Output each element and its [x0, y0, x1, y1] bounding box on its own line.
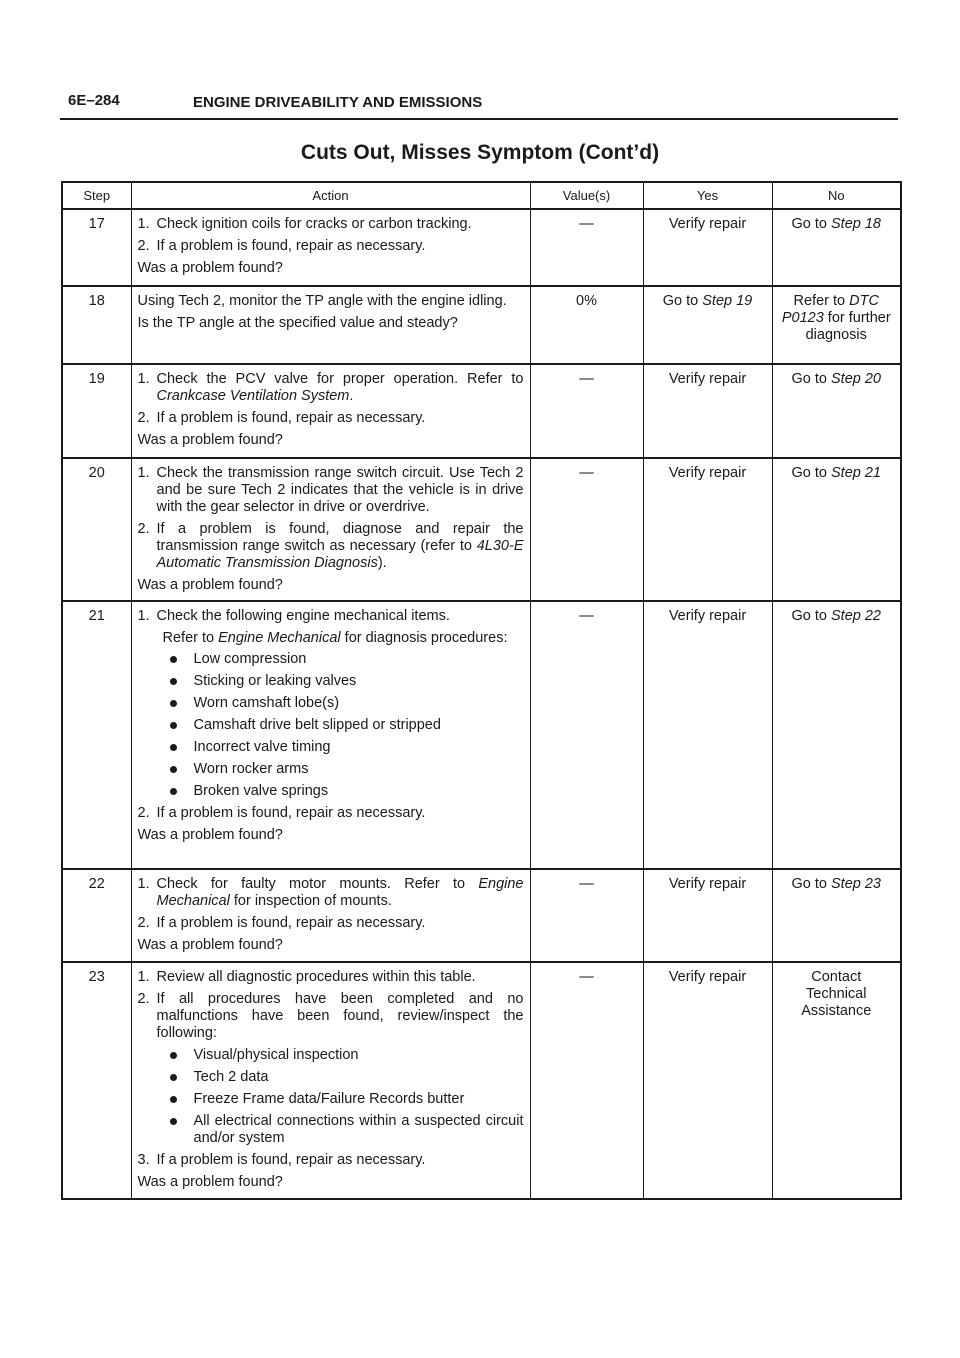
value-cell: — — [530, 601, 643, 869]
action-item: 3. If a problem is found, repair as necessary. — [137, 1152, 426, 1168]
step-reference-link[interactable]: Step 22 — [831, 608, 881, 624]
action-question: Was a problem found? — [137, 1174, 283, 1190]
yes-cell: Verify repair — [643, 869, 772, 962]
column-header-step: Step — [62, 182, 131, 209]
action-item: 2. If a problem is found, repair as necessary. — [137, 410, 426, 426]
table-row — [62, 364, 901, 458]
action-item: 1. Check for faulty motor mounts. Refer to Engine Mechanical for inspection of mounts. — [137, 876, 524, 909]
yes-cell: Verify repair — [643, 209, 772, 286]
step-number: 22 — [62, 869, 131, 962]
page-number: 6E–284 — [68, 92, 120, 109]
table-header-row — [62, 182, 901, 209]
action-cell — [131, 962, 530, 1199]
action-cell — [131, 209, 530, 286]
action-cell — [131, 286, 530, 364]
bullet-item: Freeze Frame data/Failure Records butter — [138, 1091, 524, 1108]
table-row — [62, 458, 901, 601]
column-header-values: Value(s) — [530, 182, 643, 209]
step-number: 19 — [62, 364, 131, 458]
reference-text: Refer to Engine Mechanical for diagnosis procedures: — [162, 630, 508, 646]
section-title: ENGINE DRIVEABILITY AND EMISSIONS — [193, 94, 483, 111]
step-reference-link[interactable]: Step 19 — [702, 293, 753, 309]
table-row — [62, 286, 901, 364]
value-cell: — — [530, 962, 643, 1199]
action-item: 1. Check the following engine mechanical items. — [137, 608, 450, 624]
action-item: 1. Review all diagnostic procedures within this table. — [137, 969, 476, 985]
action-cell — [131, 458, 530, 601]
yes-cell: Verify repair — [643, 364, 772, 458]
section-reference-link[interactable]: Engine Mechanical — [218, 630, 341, 646]
column-header-yes: Yes — [643, 182, 772, 209]
action-item: 1. Check the transmission range switch circuit. Use Tech 2 and be sure Tech 2 indicates that the vehicle is in drive with the gear selector in drive or overdrive. — [137, 465, 524, 515]
action-item: 2. If all procedures have been completed and no malfunctions have been found, review/inspect the following: — [137, 991, 524, 1041]
action-item: 2. If a problem is found, repair as necessary. — [137, 238, 426, 254]
action-cell — [131, 364, 530, 458]
action-cell — [131, 869, 530, 962]
column-header-action: Action — [131, 182, 530, 209]
value-cell: — — [530, 458, 643, 601]
section-reference-link[interactable]: Crankcase Ventilation System — [156, 388, 350, 404]
no-cell: Contact Technical Assistance — [772, 962, 901, 1199]
action-question: Was a problem found? — [137, 577, 283, 593]
step-number: 21 — [62, 601, 131, 869]
step-number: 18 — [62, 286, 131, 364]
bullet-item: Worn camshaft lobe(s) — [138, 695, 524, 712]
page-header — [60, 88, 898, 120]
column-header-no: No — [772, 182, 901, 209]
action-cell — [131, 601, 530, 869]
bullet-item: Sticking or leaking valves — [138, 673, 524, 690]
bullet-item: Visual/physical inspection — [138, 1047, 524, 1064]
step-number: 23 — [62, 962, 131, 1199]
step-reference-link[interactable]: Step 21 — [831, 465, 881, 481]
no-cell: Go to Step 22 — [772, 601, 901, 869]
no-cell: Go to Step 20 — [772, 364, 901, 458]
step-reference-link[interactable]: Step 18 — [831, 216, 881, 232]
action-question: Was a problem found? — [137, 260, 283, 276]
bullet-item: Worn rocker arms — [138, 761, 524, 778]
value-cell: — — [530, 364, 643, 458]
bullet-item: Tech 2 data — [138, 1069, 524, 1086]
page-title: Cuts Out, Misses Symptom (Cont’d) — [300, 141, 660, 164]
bullet-item: Camshaft drive belt slipped or stripped — [138, 717, 524, 734]
dtc-reference-link[interactable]: DTC P0123 — [781, 293, 879, 326]
action-item: 2. If a problem is found, repair as necessary. — [137, 915, 426, 931]
diagnostic-table — [61, 181, 902, 1200]
table-row — [62, 209, 901, 286]
section-reference-link[interactable]: Engine Mechanical — [156, 876, 524, 909]
bullet-item: All electrical connections within a suspected circuit and/or system — [138, 1113, 524, 1147]
action-item: 1. Check ignition coils for cracks or carbon tracking. — [137, 216, 472, 232]
table-row — [62, 601, 901, 869]
bullet-item: Broken valve springs — [138, 783, 524, 800]
value-cell: — — [530, 209, 643, 286]
section-reference-link[interactable]: 4L30-E Automatic Transmission Diagnosis — [156, 538, 524, 571]
table-row — [62, 869, 901, 962]
bullet-item: Low compression — [138, 651, 524, 668]
no-cell: Refer to DTC P0123 for further diagnosis — [772, 286, 901, 364]
action-question: Was a problem found? — [137, 827, 283, 843]
no-cell: Go to Step 21 — [772, 458, 901, 601]
action-text: Using Tech 2, monitor the TP angle with the engine idling. — [137, 293, 507, 309]
yes-cell: Verify repair — [643, 601, 772, 869]
action-question: Was a problem found? — [137, 432, 283, 448]
bullet-item: Incorrect valve timing — [138, 739, 524, 756]
action-item: 2. If a problem is found, diagnose and repair the transmission range switch as necessary (refer to 4L30-E Automatic Transmission Diagnosis). — [137, 521, 524, 571]
yes-cell: Verify repair — [643, 962, 772, 1199]
action-question: Is the TP angle at the specified value and steady? — [137, 315, 458, 331]
yes-cell: Verify repair — [643, 458, 772, 601]
value-cell: — — [530, 869, 643, 962]
yes-cell: Go to Step 19 — [643, 286, 772, 364]
no-cell: Go to Step 18 — [772, 209, 901, 286]
step-number: 20 — [62, 458, 131, 601]
value-cell: 0% — [530, 286, 643, 364]
table-row — [62, 962, 901, 1199]
action-item: 1. Check the PCV valve for proper operation. Refer to Crankcase Ventilation System. — [137, 371, 524, 404]
step-reference-link[interactable]: Step 23 — [831, 876, 881, 892]
action-item: 2. If a problem is found, repair as necessary. — [137, 805, 426, 821]
no-cell: Go to Step 23 — [772, 869, 901, 962]
step-reference-link[interactable]: Step 20 — [831, 371, 881, 387]
action-question: Was a problem found? — [137, 937, 283, 953]
step-number: 17 — [62, 209, 131, 286]
